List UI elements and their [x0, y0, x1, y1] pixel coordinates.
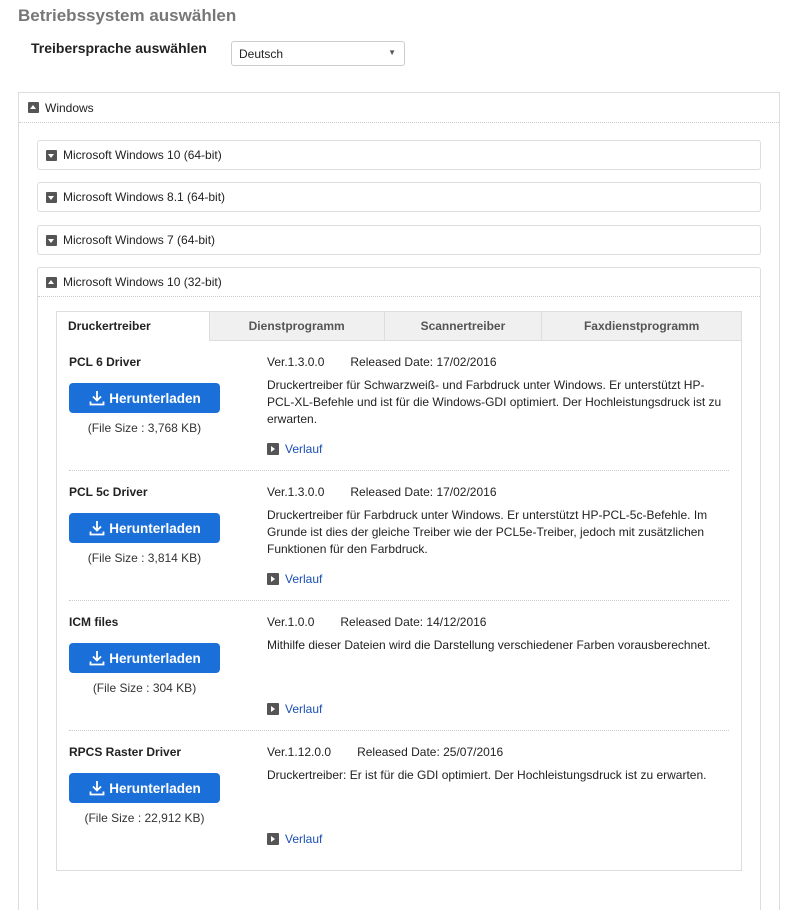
- release-date: Released Date: 14/12/2016: [340, 615, 487, 629]
- tab-bar: [57, 312, 741, 341]
- file-size: (File Size : 304 KB): [92, 681, 197, 695]
- expand-icon: [46, 235, 57, 246]
- driver-row: [69, 341, 729, 471]
- download-label: Herunterladen: [109, 780, 201, 796]
- file-size: (File Size : 22,912 KB): [84, 811, 205, 825]
- collapse-icon: [28, 102, 39, 113]
- download-button[interactable]: [69, 773, 220, 803]
- tab-dienstprogramm[interactable]: Dienstprogramm: [209, 312, 384, 341]
- version-label: Microsoft Windows 10 (64-bit): [63, 148, 222, 162]
- download-label: Herunterladen: [109, 650, 201, 666]
- language-label: Treibersprache auswählen: [31, 40, 207, 56]
- driver-description: Druckertreiber: Er ist für die GDI optimiert. Der Hochleistungsdruck ist zu erwarten.: [267, 768, 707, 782]
- version-label: Microsoft Windows 7 (64-bit): [63, 233, 216, 247]
- driver-tabs-panel: [56, 311, 742, 871]
- expand-icon: [46, 150, 57, 161]
- driver-name: PCL 6 Driver: [69, 355, 141, 369]
- page-title: Betriebssystem auswählen: [18, 6, 237, 25]
- file-size: (File Size : 3,768 KB): [87, 421, 202, 435]
- version-label: Microsoft Windows 10 (32-bit): [63, 275, 222, 289]
- chevron-right-icon: [267, 573, 279, 585]
- expand-icon: [46, 192, 57, 203]
- driver-row: [69, 731, 729, 861]
- download-icon: [88, 519, 106, 537]
- tab-druckertreiber[interactable]: Druckertreiber: [57, 312, 209, 341]
- chevron-right-icon: [267, 833, 279, 845]
- language-select[interactable]: [231, 41, 405, 66]
- os-name: Windows: [45, 100, 94, 115]
- history-label: Verlauf: [285, 702, 323, 716]
- version-info: [267, 355, 497, 369]
- os-panel-windows: [18, 92, 780, 910]
- version-info: [267, 745, 503, 759]
- driver-version: Ver.1.3.0.0: [267, 485, 325, 499]
- chevron-right-icon: [267, 703, 279, 715]
- download-button[interactable]: [69, 383, 220, 413]
- history-link[interactable]: [267, 442, 322, 456]
- download-button[interactable]: [69, 513, 220, 543]
- tab-faxdienstprogramm[interactable]: Faxdienstprogramm: [541, 312, 741, 341]
- tab-scannertreiber[interactable]: Scannertreiber: [384, 312, 542, 341]
- chevron-right-icon: [267, 443, 279, 455]
- download-icon: [88, 649, 106, 667]
- driver-description: Druckertreiber für Schwarzweiß- und Farbdruck unter Windows. Er unterstützt HP-PCL-XL-Befehle und ist für die Windows-GDI optimiert. Der Hochleistungsdruck ist zu erwarten.: [267, 378, 722, 426]
- download-icon: [88, 779, 106, 797]
- version-item-win81-64[interactable]: [37, 182, 761, 212]
- driver-name: PCL 5c Driver: [69, 485, 148, 499]
- history-label: Verlauf: [285, 442, 323, 456]
- driver-name: ICM files: [69, 615, 119, 629]
- driver-row: [69, 471, 729, 601]
- chevron-down-icon: ▼: [388, 48, 396, 57]
- file-size: (File Size : 3,814 KB): [87, 551, 202, 565]
- os-header-windows[interactable]: [19, 93, 779, 123]
- history-link[interactable]: [267, 702, 322, 716]
- version-info: [267, 485, 497, 499]
- release-date: Released Date: 17/02/2016: [350, 485, 497, 499]
- version-item-win7-64[interactable]: [37, 225, 761, 255]
- version-info: [267, 615, 486, 629]
- driver-name: RPCS Raster Driver: [69, 745, 182, 759]
- history-label: Verlauf: [285, 832, 323, 846]
- driver-version: Ver.1.0.0: [267, 615, 315, 629]
- history-link[interactable]: [267, 832, 322, 846]
- language-selected-value: Deutsch: [239, 46, 284, 61]
- download-label: Herunterladen: [109, 520, 201, 536]
- history-label: Verlauf: [285, 572, 323, 586]
- download-icon: [88, 389, 106, 407]
- version-panel-win10-32: [37, 267, 761, 910]
- driver-row: [69, 601, 729, 731]
- driver-version: Ver.1.12.0.0: [267, 745, 332, 759]
- driver-description: Mithilfe dieser Dateien wird die Darstellung verschiedener Farben vorausberechnet.: [267, 638, 711, 652]
- release-date: Released Date: 25/07/2016: [357, 745, 504, 759]
- version-item-win10-32[interactable]: [38, 268, 760, 297]
- version-label: Microsoft Windows 8.1 (64-bit): [63, 190, 226, 204]
- driver-version: Ver.1.3.0.0: [267, 355, 325, 369]
- release-date: Released Date: 17/02/2016: [350, 355, 497, 369]
- history-link[interactable]: [267, 572, 322, 586]
- download-button[interactable]: [69, 643, 220, 673]
- language-row: [31, 40, 396, 61]
- download-label: Herunterladen: [109, 390, 201, 406]
- version-item-win10-64[interactable]: [37, 140, 761, 170]
- driver-description: Druckertreiber für Farbdruck unter Windows. Er unterstützt HP-PCL-5c-Befehle. Im Grunde ist dies der gleiche Treiber wie der PCL5e-Treiber, jedoch mit zusätzlichen Funktionen für den Farbdruck.: [267, 508, 708, 556]
- collapse-icon: [46, 277, 57, 288]
